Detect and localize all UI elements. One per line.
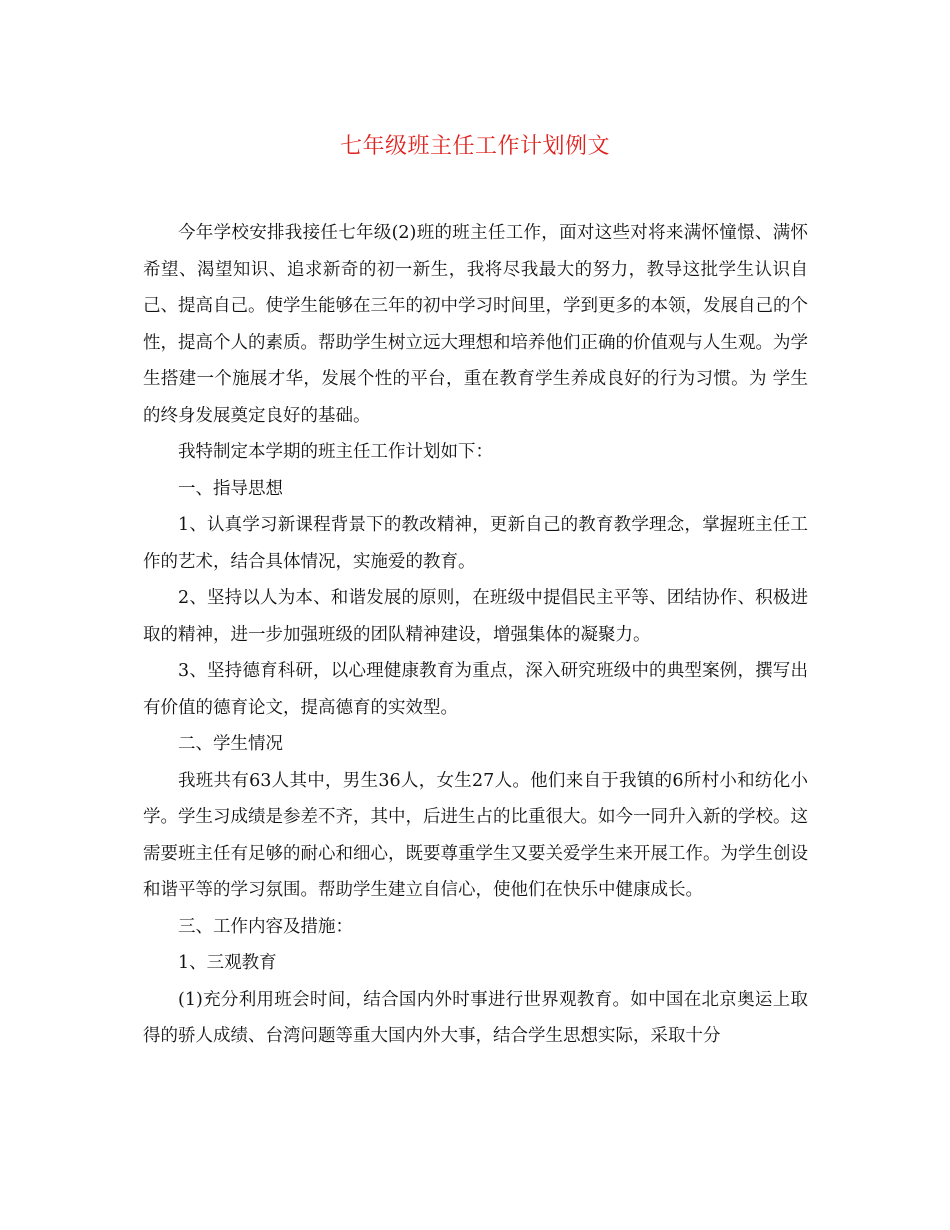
guiding-item-1: 1、认真学习新课程背景下的教改精神，更新自己的教育教学理念，掌握班主任工作的艺术，结合具体情况，实施爱的教育。 — [143, 515, 808, 572]
document-body — [143, 215, 808, 1055]
section-heading-guiding-thought: 一、指导思想 — [178, 478, 283, 499]
three-views-item-1: (1)充分利用班会时间，结合国内外时事进行世界观教育。如中国在北京奥运上取得的骄人成绩、台湾问题等重大国内外大事，结合学生思想实际，采取十分 — [143, 989, 808, 1046]
subsection-heading-three-views: 1、三观教育 — [178, 953, 277, 973]
section-heading-student-situation: 二、学生情况 — [178, 734, 283, 754]
guiding-item-3: 3、坚持德育科研，以心理健康教育为重点，深入研究班级中的典型案例，撰写出有价值的德育论文，提高德育的实效型。 — [143, 661, 808, 718]
document-title: 七年级班主任工作计划例文 — [339, 134, 610, 159]
student-situation-paragraph: 我班共有63人其中，男生36人，女生27人。他们来自于我镇的6所村小和纺化小学。学生习成绩是参差不齐，其中，后进生占的比重很大。如今一同升入新的学校。这需要班主任有足够的耐心和细心，既要尊重学生又要关爱学生来开展工作。为学生创设和谐平等的学习氛围。帮助学生建立自信心，使他们在快乐中健康成长。 — [143, 770, 808, 900]
plan-intro-paragraph: 我特制定本学期的班主任工作计划如下： — [178, 442, 493, 462]
section-heading-work-content: 三、工作内容及措施： — [178, 916, 353, 937]
intro-paragraph: 今年学校安排我接任七年级(2)班的班主任工作，面对这些对将来满怀憧憬、满怀希望、渴望知识、追求新奇的初一新生，我将尽我最大的努力，教导这批学生认识自己、提高自己。使学生能够在三年的初中学习时间里，学到更多的本领，发展自己的个性，提高个人的素质。帮助学生树立远大理想和培养他们正确的价值观与人生观。为学生搭建一个施展才华，发展个性的平台，重在教育学生养成良好的行为习惯。为 学生的终身发展奠定良好的基础。 — [143, 223, 808, 426]
guiding-item-2: 2、坚持以人为本、和谐发展的原则，在班级中提倡民主平等、团结协作、积极进取的精神，进一步加强班级的团队精神建设，增强集体的凝聚力。 — [143, 588, 808, 645]
